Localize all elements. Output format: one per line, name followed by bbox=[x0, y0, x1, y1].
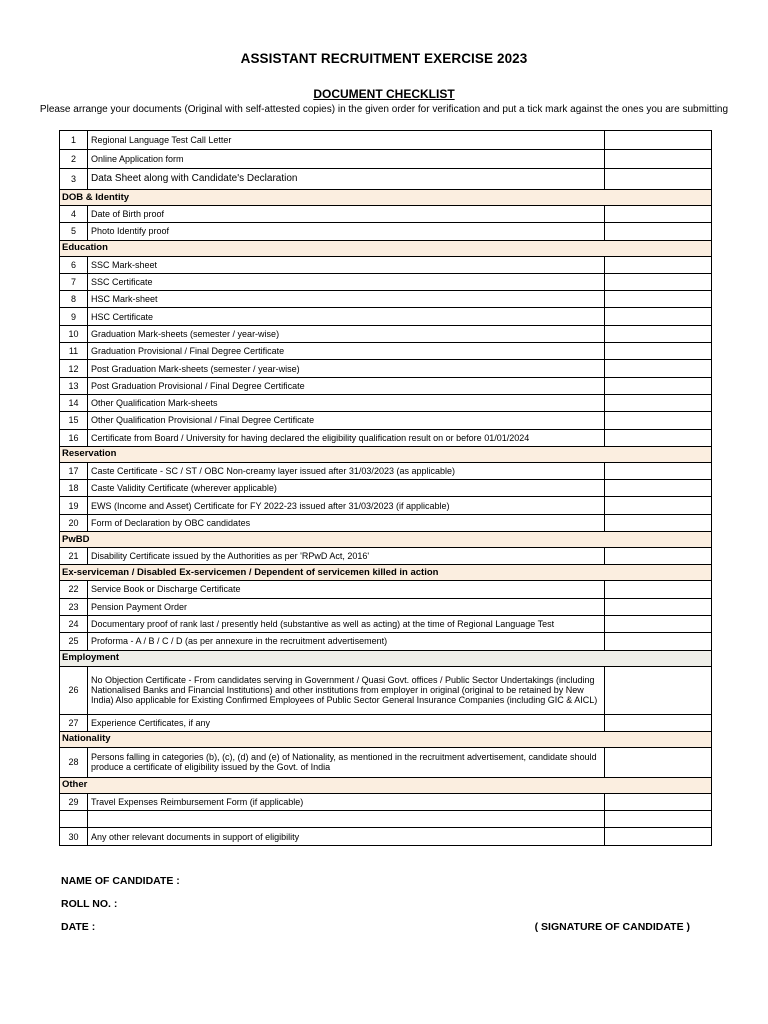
tick-box[interactable] bbox=[605, 206, 712, 223]
tick-box[interactable] bbox=[605, 377, 712, 394]
item-number: 13 bbox=[60, 377, 88, 394]
checklist-row bbox=[60, 548, 712, 565]
document-name: Other Qualification Mark-sheets bbox=[88, 394, 605, 411]
item-number: 24 bbox=[60, 615, 88, 632]
tick-box[interactable] bbox=[605, 811, 712, 828]
document-name: EWS (Income and Asset) Certificate for FY 2022-23 issued after 31/03/2023 (if applicable) bbox=[88, 497, 605, 514]
checklist-row bbox=[60, 308, 712, 325]
document-name: Form of Declaration by OBC candidates bbox=[88, 514, 605, 531]
checklist-row bbox=[60, 666, 712, 714]
document-name: Caste Validity Certificate (wherever applicable) bbox=[88, 480, 605, 497]
document-name: Pension Payment Order bbox=[88, 598, 605, 615]
checklist-row bbox=[60, 131, 712, 150]
item-number: 20 bbox=[60, 514, 88, 531]
signature-label: ( SIGNATURE OF CANDIDATE ) bbox=[534, 921, 690, 933]
tick-box[interactable] bbox=[605, 273, 712, 290]
checklist-row bbox=[60, 581, 712, 598]
item-number: 11 bbox=[60, 343, 88, 360]
tick-box[interactable] bbox=[605, 666, 712, 714]
document-name: Post Graduation Provisional / Final Degree Certificate bbox=[88, 377, 605, 394]
roll-number-label: ROLL NO. : bbox=[61, 898, 118, 910]
item-number: 25 bbox=[60, 633, 88, 650]
document-name: Graduation Provisional / Final Degree Certificate bbox=[88, 343, 605, 360]
checklist-row bbox=[60, 273, 712, 290]
checklist-row bbox=[60, 223, 712, 240]
checklist-row bbox=[60, 828, 712, 845]
tick-box[interactable] bbox=[605, 714, 712, 731]
checklist-row bbox=[60, 598, 712, 615]
checklist-row bbox=[60, 394, 712, 411]
tick-box[interactable] bbox=[605, 223, 712, 240]
tick-box[interactable] bbox=[605, 150, 712, 169]
tick-box[interactable] bbox=[605, 615, 712, 632]
tick-box[interactable] bbox=[605, 497, 712, 514]
checklist-row bbox=[60, 480, 712, 497]
item-number: 26 bbox=[60, 666, 88, 714]
item-number: 10 bbox=[60, 325, 88, 342]
tick-box[interactable] bbox=[605, 480, 712, 497]
tick-box[interactable] bbox=[605, 412, 712, 429]
checklist-row bbox=[60, 615, 712, 632]
item-number: 1 bbox=[60, 131, 88, 150]
item-number bbox=[60, 811, 88, 828]
item-number: 2 bbox=[60, 150, 88, 169]
document-name: Caste Certificate - SC / ST / OBC Non-creamy layer issued after 31/03/2023 (as applicable) bbox=[88, 462, 605, 479]
document-name: HSC Mark-sheet bbox=[88, 291, 605, 308]
document-name: Regional Language Test Call Letter bbox=[88, 131, 605, 150]
section-title: DOB & Identity bbox=[60, 190, 712, 206]
checklist-row bbox=[60, 360, 712, 377]
checklist-body bbox=[60, 131, 712, 846]
tick-box[interactable] bbox=[605, 291, 712, 308]
item-number: 3 bbox=[60, 169, 88, 190]
item-number: 29 bbox=[60, 793, 88, 810]
checklist-row bbox=[60, 325, 712, 342]
document-name: HSC Certificate bbox=[88, 308, 605, 325]
checklist-row bbox=[60, 150, 712, 169]
instruction-text: Please arrange your documents (Original with self-attested copies) in the given order for verification and put a tick mark against the ones you are submitting bbox=[39, 104, 729, 115]
item-number: 17 bbox=[60, 462, 88, 479]
section-title: Education bbox=[60, 240, 712, 256]
item-number: 14 bbox=[60, 394, 88, 411]
item-number: 5 bbox=[60, 223, 88, 240]
item-number: 19 bbox=[60, 497, 88, 514]
checklist-row bbox=[60, 256, 712, 273]
item-number: 23 bbox=[60, 598, 88, 615]
checklist-row bbox=[60, 377, 712, 394]
document-name: Experience Certificates, if any bbox=[88, 714, 605, 731]
tick-box[interactable] bbox=[605, 169, 712, 190]
item-number: 6 bbox=[60, 256, 88, 273]
section-title: Reservation bbox=[60, 446, 712, 462]
tick-box[interactable] bbox=[605, 793, 712, 810]
tick-box[interactable] bbox=[605, 514, 712, 531]
document-name: Date of Birth proof bbox=[88, 206, 605, 223]
section-header-row bbox=[60, 650, 712, 666]
section-header-row bbox=[60, 240, 712, 256]
document-name: Proforma - A / B / C / D (as per annexure in the recruitment advertisement) bbox=[88, 633, 605, 650]
date-label: DATE : bbox=[61, 921, 96, 933]
document-name: Online Application form bbox=[88, 150, 605, 169]
document-name: Any other relevant documents in support of eligibility bbox=[88, 828, 605, 845]
document-name: No Objection Certificate - From candidates serving in Government / Quasi Govt. offices / Public Sector Undertakings (including Nationalised Banks and Financial Institutions) and other institutions from employer in original (original to be retained by New India) Also applicable for Existing Confirmed Employees of Public Sector General Insurance Companies (including GIC & AICL) bbox=[88, 666, 605, 714]
item-number: 21 bbox=[60, 548, 88, 565]
tick-box[interactable] bbox=[605, 633, 712, 650]
item-number: 27 bbox=[60, 714, 88, 731]
checklist-row bbox=[60, 429, 712, 446]
page-title: ASSISTANT RECRUITMENT EXERCISE 2023 bbox=[240, 51, 528, 66]
item-number: 18 bbox=[60, 480, 88, 497]
checklist-row bbox=[60, 497, 712, 514]
document-name: Documentary proof of rank last / presently held (substantive as well as acting) at the time of Regional Language Test bbox=[88, 615, 605, 632]
checklist-heading: DOCUMENT CHECKLIST bbox=[313, 87, 455, 101]
checklist-row bbox=[60, 462, 712, 479]
item-number: 15 bbox=[60, 412, 88, 429]
document-checklist-table bbox=[59, 130, 712, 846]
item-number: 8 bbox=[60, 291, 88, 308]
checklist-row bbox=[60, 291, 712, 308]
tick-box[interactable] bbox=[605, 828, 712, 845]
tick-box[interactable] bbox=[605, 548, 712, 565]
checklist-row bbox=[60, 747, 712, 777]
document-name: SSC Certificate bbox=[88, 273, 605, 290]
section-title: Ex-serviceman / Disabled Ex-servicemen / Dependent of servicemen killed in action bbox=[60, 565, 712, 581]
tick-box[interactable] bbox=[605, 325, 712, 342]
document-name: Certificate from Board / University for having declared the eligibility qualification result on or before 01/01/2024 bbox=[88, 429, 605, 446]
document-name: Photo Identify proof bbox=[88, 223, 605, 240]
section-header-row bbox=[60, 446, 712, 462]
checklist-row bbox=[60, 412, 712, 429]
document-name bbox=[88, 811, 605, 828]
checklist-row bbox=[60, 514, 712, 531]
checklist-row bbox=[60, 633, 712, 650]
tick-box[interactable] bbox=[605, 343, 712, 360]
item-number: 28 bbox=[60, 747, 88, 777]
item-number: 7 bbox=[60, 273, 88, 290]
document-name: Data Sheet along with Candidate's Declaration bbox=[88, 169, 605, 190]
document-name: Disability Certificate issued by the Authorities as per 'RPwD Act, 2016' bbox=[88, 548, 605, 565]
section-title: Nationality bbox=[60, 731, 712, 747]
document-name: Other Qualification Provisional / Final Degree Certificate bbox=[88, 412, 605, 429]
section-header-row bbox=[60, 532, 712, 548]
section-title: PwBD bbox=[60, 532, 712, 548]
tick-box[interactable] bbox=[605, 462, 712, 479]
tick-box[interactable] bbox=[605, 360, 712, 377]
checklist-row bbox=[60, 343, 712, 360]
tick-box[interactable] bbox=[605, 256, 712, 273]
item-number: 22 bbox=[60, 581, 88, 598]
section-title: Other bbox=[60, 777, 712, 793]
section-header-row bbox=[60, 565, 712, 581]
checklist-row bbox=[60, 793, 712, 810]
tick-box[interactable] bbox=[605, 394, 712, 411]
section-header-row bbox=[60, 777, 712, 793]
checklist-row bbox=[60, 811, 712, 828]
tick-box[interactable] bbox=[605, 598, 712, 615]
tick-box[interactable] bbox=[605, 581, 712, 598]
item-number: 30 bbox=[60, 828, 88, 845]
item-number: 4 bbox=[60, 206, 88, 223]
item-number: 16 bbox=[60, 429, 88, 446]
candidate-name-label: NAME OF CANDIDATE : bbox=[61, 875, 180, 887]
tick-box[interactable] bbox=[605, 429, 712, 446]
item-number: 12 bbox=[60, 360, 88, 377]
document-name: SSC Mark-sheet bbox=[88, 256, 605, 273]
tick-box[interactable] bbox=[605, 308, 712, 325]
section-header-row bbox=[60, 731, 712, 747]
checklist-row bbox=[60, 206, 712, 223]
tick-box[interactable] bbox=[605, 131, 712, 150]
document-name: Service Book or Discharge Certificate bbox=[88, 581, 605, 598]
section-header-row bbox=[60, 190, 712, 206]
tick-box[interactable] bbox=[605, 747, 712, 777]
document-name: Travel Expenses Reimbursement Form (if applicable) bbox=[88, 793, 605, 810]
section-title: Employment bbox=[60, 650, 712, 666]
document-name: Graduation Mark-sheets (semester / year-wise) bbox=[88, 325, 605, 342]
item-number: 9 bbox=[60, 308, 88, 325]
checklist-row bbox=[60, 714, 712, 731]
document-name: Persons falling in categories (b), (c), (d) and (e) of Nationality, as mentioned in the recruitment advertisement, candidate should produce a certificate of eligibility issued by the Govt. of India bbox=[88, 747, 605, 777]
document-name: Post Graduation Mark-sheets (semester / year-wise) bbox=[88, 360, 605, 377]
checklist-row bbox=[60, 169, 712, 190]
